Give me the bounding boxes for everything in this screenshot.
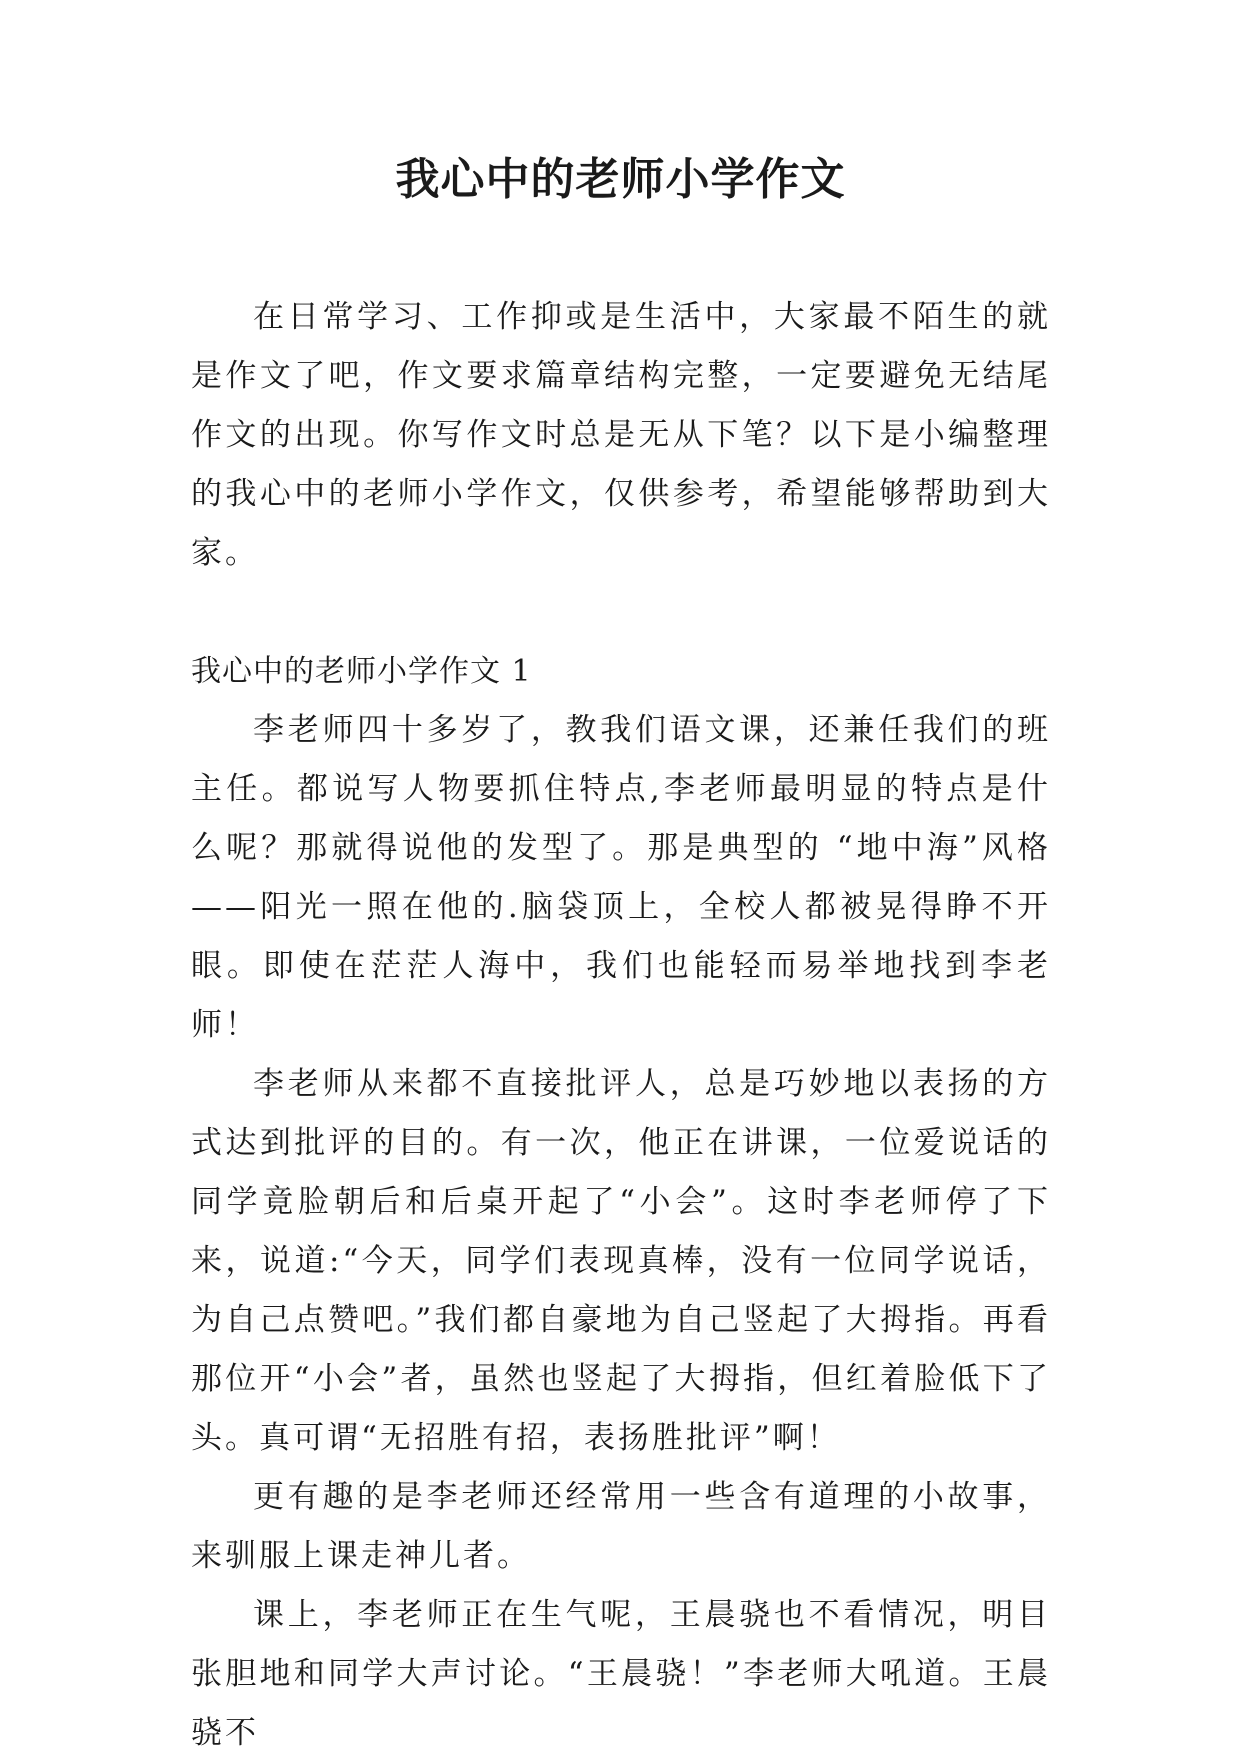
document-body	[191, 288, 1051, 1763]
document-title: 我心中的老师小学作文	[395, 154, 846, 205]
body-paragraph-3: 更有趣的是李老师还经常用一些含有道理的小故事，来驯服上课走神儿者。	[191, 1479, 1051, 1574]
intro-paragraph: 在日常学习、工作抑或是生活中，大家最不陌生的就是作文了吧，作文要求篇章结构完整，一定要避免无结尾作文的出现。你写作文时总是无从下笔？以下是小编整理的我心中的老师小学作文，仅供参考，希望能够帮助到大家。	[191, 299, 1051, 571]
body-paragraph-1: 李老师四十多岁了，教我们语文课，还兼任我们的班主任。都说写人物要抓住特点,李老师最明显的特点是什么呢？那就得说他的发型了。那是典型的 “地中海”风格——阳光一照在他的.脑袋顶上，全校人都被晃得睁不开眼。即使在茫茫人海中，我们也能轻而易举地找到李老师！	[191, 712, 1051, 1043]
body-paragraph-4: 课上，李老师正在生气呢，王晨骁也不看情况，明目张胆地和同学大声讨论。“王晨骁！”李老师大吼道。王晨骁不	[191, 1597, 1051, 1751]
body-paragraph-2: 李老师从来都不直接批评人，总是巧妙地以表扬的方式达到批评的目的。有一次，他正在讲课，一位爱说话的同学竟脸朝后和后桌开起了“小会”。这时李老师停了下来，说道:“今天，同学们表现真棒，没有一位同学说话，为自己点赞吧。”我们都自豪地为自己竖起了大拇指。再看那位开“小会”者，虽然也竖起了大拇指，但红着脸低下了头。真可谓“无招胜有招，表扬胜批评”啊！	[191, 1066, 1051, 1456]
section-heading: 我心中的老师小学作文 1	[191, 654, 532, 689]
